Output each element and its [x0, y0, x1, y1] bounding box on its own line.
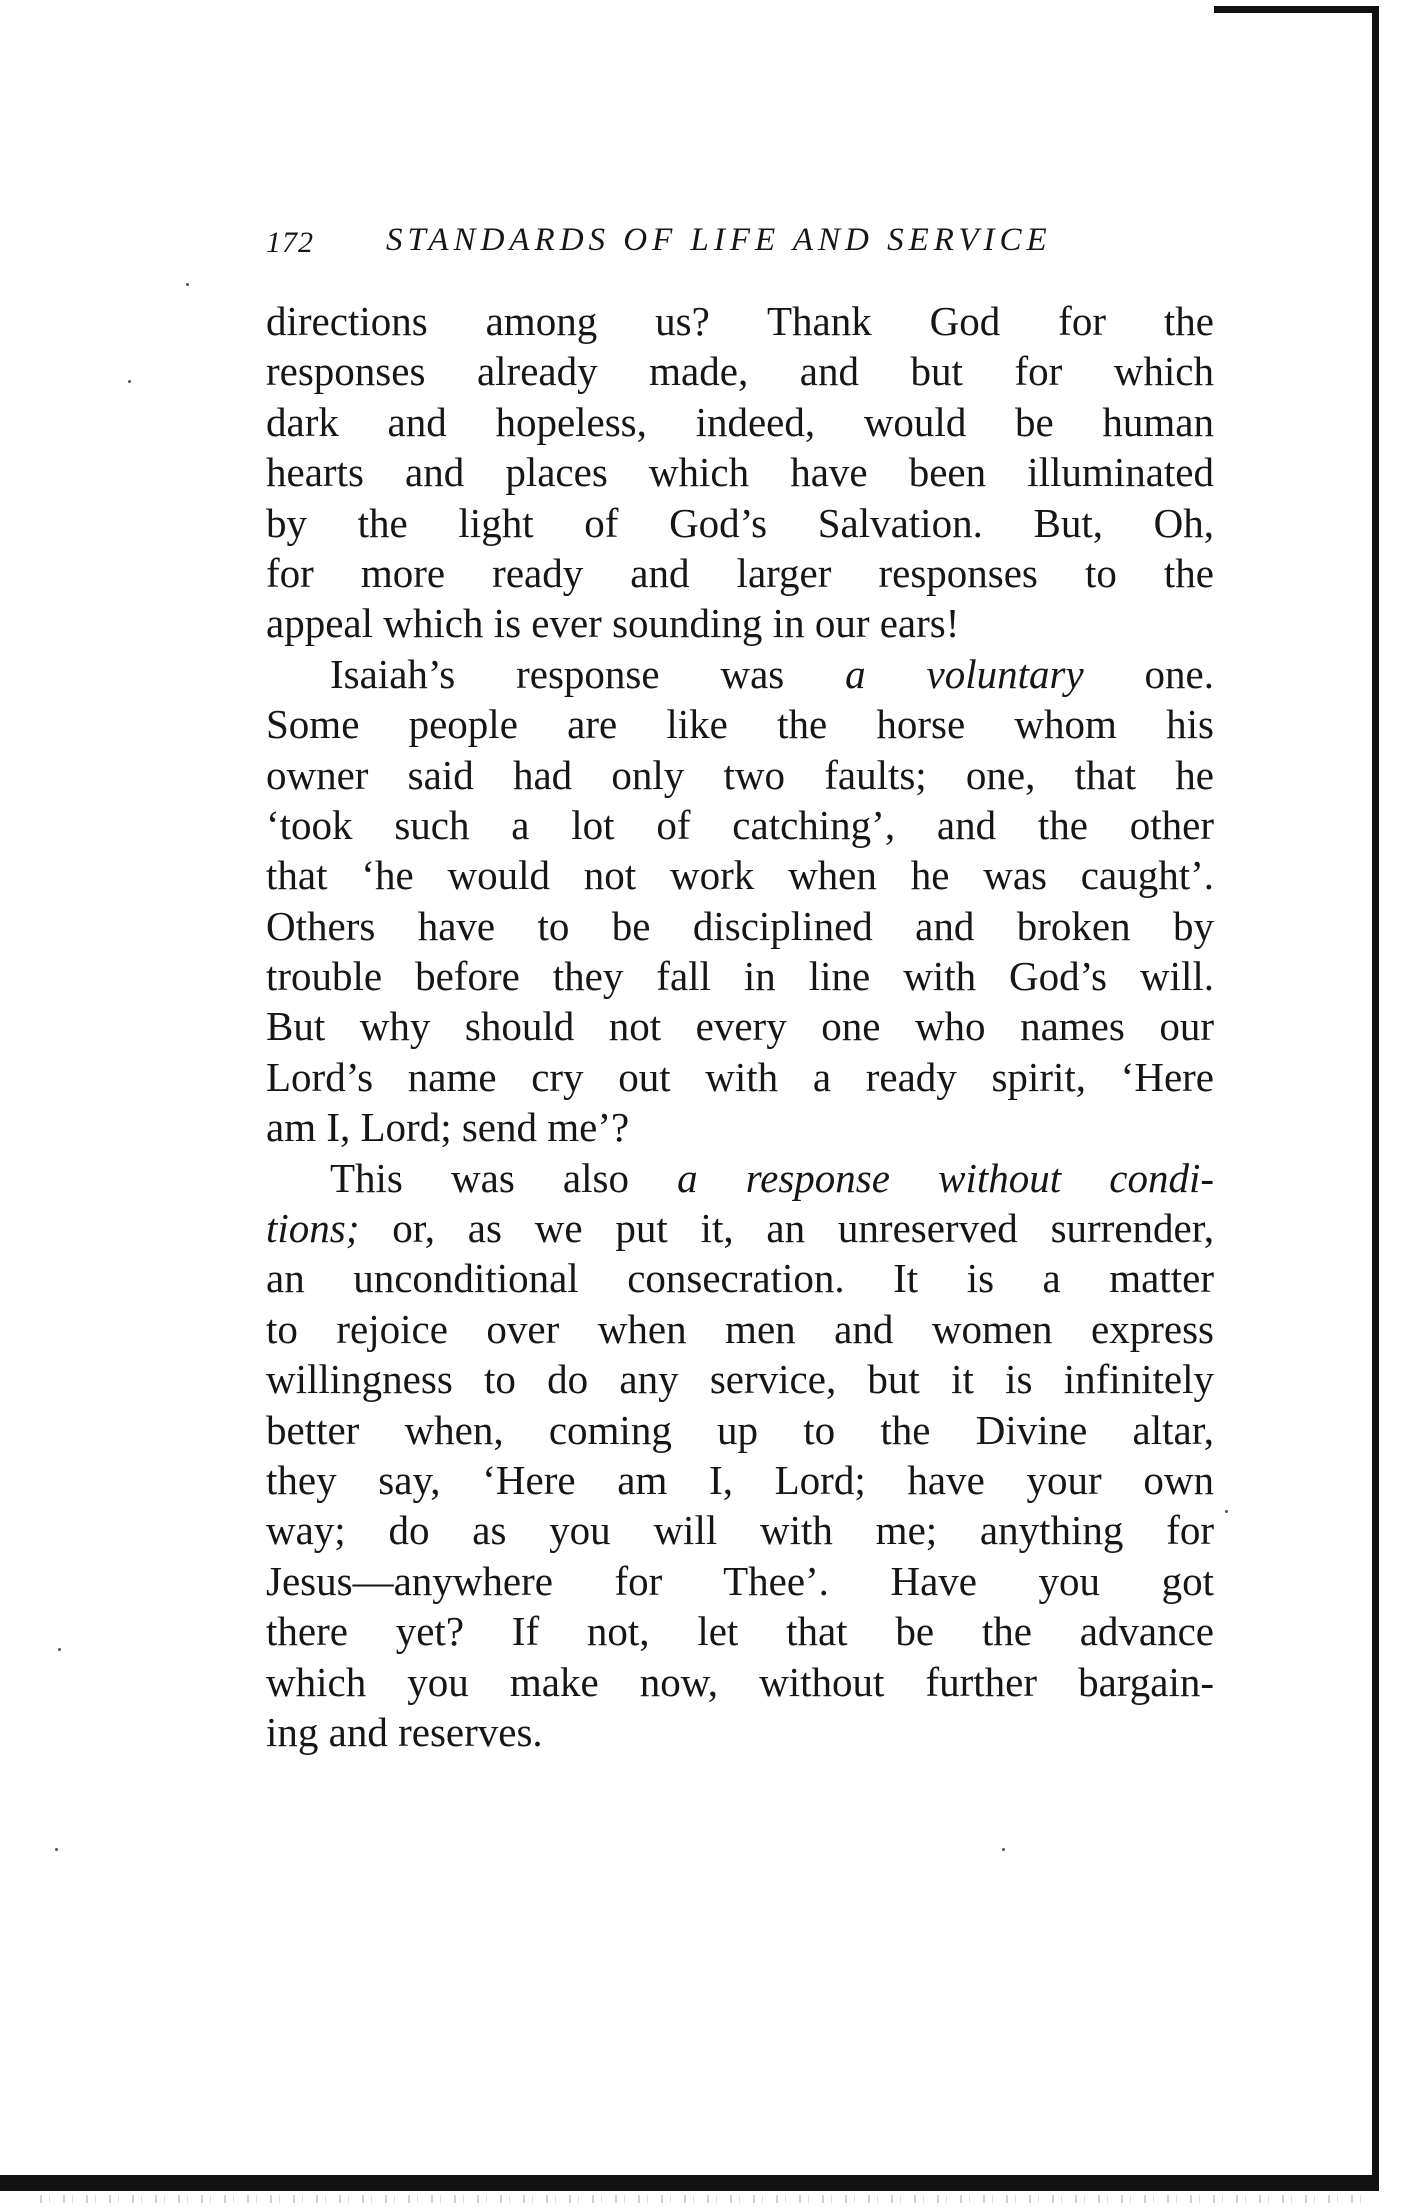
text-line: that ‘he would not work when he was caught’.	[266, 852, 1214, 899]
scan-speck	[1225, 1510, 1228, 1513]
scan-speck	[58, 1648, 61, 1651]
scan-speck	[128, 380, 131, 383]
text-line: for more ready and larger responses to the	[266, 549, 1214, 596]
text-line: Lord’s name cry out with a ready spirit, ‘Here	[266, 1053, 1214, 1100]
running-head	[266, 222, 1096, 266]
text-run: Isaiah’s response was	[330, 650, 846, 697]
scan-speck	[1002, 1848, 1005, 1851]
text-line: ing and reserves.	[266, 1708, 543, 1755]
scan-edge-top	[1214, 6, 1379, 13]
text-line: way; do as you will with me; anything for	[266, 1507, 1214, 1554]
text-line: trouble before they fall in line with God’s will.	[266, 953, 1214, 1000]
text-line: there yet? If not, let that be the advance	[266, 1608, 1214, 1655]
text-run: one.	[1083, 650, 1214, 697]
running-title: STANDARDS OF LIFE AND SERVICE	[386, 222, 1052, 258]
text-line	[266, 1203, 1214, 1253]
scan-speck	[55, 1848, 58, 1851]
text-line: owner said had only two faults; one, that he	[266, 751, 1214, 798]
text-line	[266, 1153, 1214, 1203]
text-line: an unconditional consecration. It is a matter	[266, 1255, 1214, 1302]
text-line: appeal which is ever sounding in our ears!	[266, 600, 960, 647]
text-run: This was also	[330, 1154, 678, 1201]
text-line: willingness to do any service, but it is infinitely	[266, 1356, 1214, 1403]
text-line: to rejoice over when men and women express	[266, 1305, 1214, 1352]
text-line: directions among us? Thank God for the	[266, 298, 1214, 344]
body-text	[266, 296, 1214, 1757]
text-line: dark and hopeless, indeed, would be human	[266, 398, 1214, 445]
text-line: Some people are like the horse whom his	[266, 701, 1214, 748]
text-line: responses already made, and but for which	[266, 348, 1214, 395]
italic-phrase: a voluntary	[845, 650, 1084, 697]
text-run: or, as we put it, an unreserved surrender,	[359, 1205, 1214, 1252]
page-number: 172	[266, 226, 314, 259]
text-line: which you make now, without further bargain-	[266, 1658, 1214, 1705]
text-line: they say, ‘Here am I, Lord; have your own	[266, 1456, 1214, 1503]
text-line: But why should not every one who names our	[266, 1003, 1214, 1050]
italic-phrase: tions;	[266, 1205, 360, 1252]
text-line: by the light of God’s Salvation. But, Oh,	[266, 499, 1214, 546]
text-line	[266, 649, 1214, 699]
text-line: ‘took such a lot of catching’, and the other	[266, 801, 1214, 848]
scan-edge-bottom	[0, 2175, 1379, 2191]
scan-speck	[186, 283, 189, 286]
text-line: Others have to be disciplined and broken by	[266, 902, 1214, 949]
scan-edge-right	[1372, 8, 1379, 2188]
text-line: hearts and places which have been illuminated	[266, 449, 1214, 496]
italic-phrase: a response without condi-	[677, 1154, 1214, 1201]
text-line: Jesus—anywhere for Thee’. Have you got	[266, 1557, 1214, 1604]
text-line: better when, coming up to the Divine altar,	[266, 1406, 1214, 1453]
text-line: am I, Lord; send me’?	[266, 1104, 630, 1151]
scan-noise	[40, 2195, 1370, 2203]
